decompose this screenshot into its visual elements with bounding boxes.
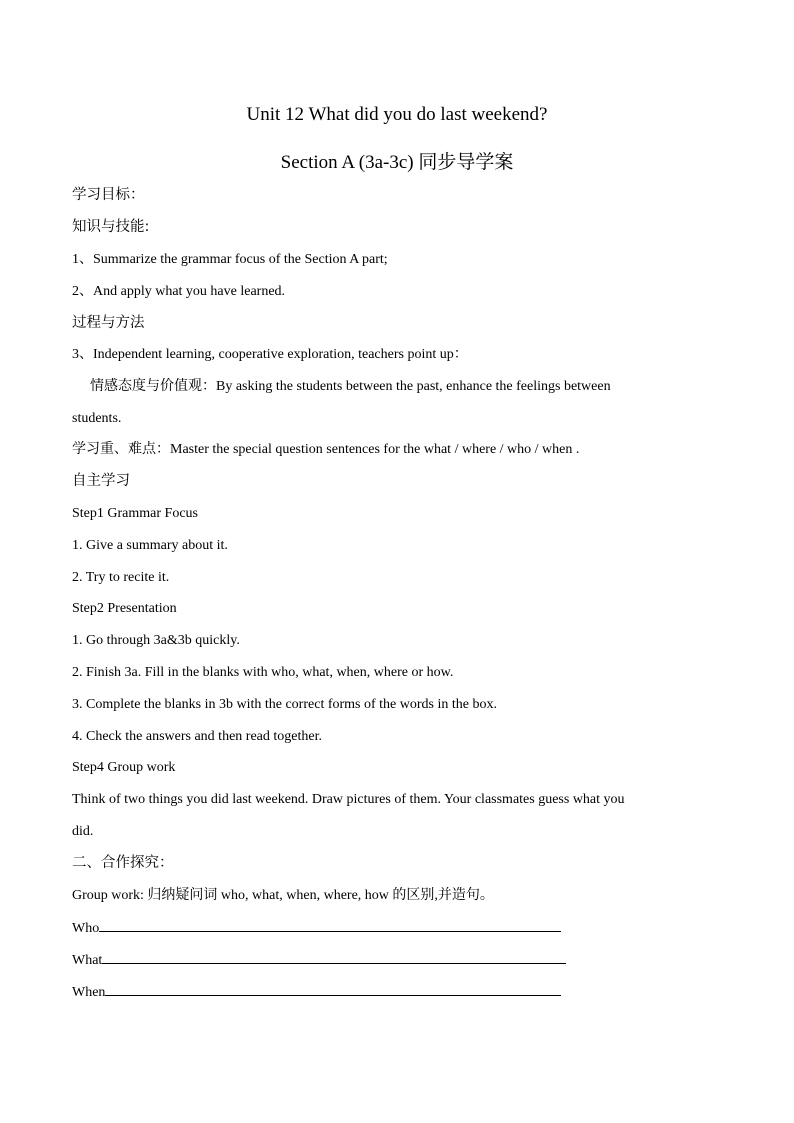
step2-heading: Step2 Presentation — [72, 601, 177, 616]
objectives-heading: 学习目标： — [72, 187, 145, 203]
key-points-line: 学习重、难点：Master the special question sentences for the what / where / who / when . — [72, 442, 580, 457]
objective-item-1: 1、Summarize the grammar focus of the Section A part; — [72, 252, 388, 267]
step4-instruction-continuation: did. — [72, 824, 94, 839]
step4-instruction: Think of two things you did last weekend. Draw pictures of them. Your classmates guess what you — [72, 792, 625, 807]
answer-blank[interactable] — [105, 982, 561, 996]
knowledge-skills-heading: 知识与技能: — [72, 219, 150, 235]
answer-blank[interactable] — [99, 918, 561, 932]
step2-item-4: 4. Check the answers and then read together. — [72, 729, 322, 744]
process-methods-heading: 过程与方法 — [72, 315, 145, 331]
answer-blank[interactable] — [102, 950, 566, 964]
attitude-values-continuation: students. — [72, 411, 122, 426]
step2-item-2: 2. Finish 3a. Fill in the blanks with who, what, when, where or how. — [72, 665, 454, 680]
step1-heading: Step1 Grammar Focus — [72, 506, 198, 521]
fill-in-when[interactable] — [72, 982, 561, 1002]
fill-in-who[interactable] — [72, 918, 561, 938]
step1-item-2: 2. Try to recite it. — [72, 570, 170, 585]
cooperation-heading: 二、合作探究： — [72, 855, 174, 871]
document-title: Unit 12 What did you do last weekend? — [246, 104, 548, 125]
step1-item-1: 1. Give a summary about it. — [72, 538, 228, 553]
fill-in-label: When — [72, 985, 106, 1000]
fill-in-label: What — [72, 953, 103, 968]
fill-in-label: Who — [72, 921, 100, 936]
step2-item-3: 3. Complete the blanks in 3b with the correct forms of the words in the box. — [72, 697, 497, 712]
group-work-line: Group work: 归纳疑问词 who, what, when, where, how 的区别,并造句。 — [72, 888, 494, 903]
step2-item-1: 1. Go through 3a&3b quickly. — [72, 633, 240, 648]
fill-in-what[interactable] — [72, 950, 566, 970]
self-study-heading: 自主学习 — [72, 473, 130, 489]
objective-item-2: 2、And apply what you have learned. — [72, 284, 286, 299]
document-subtitle: Section A (3a-3c) 同步导学案 — [280, 152, 514, 173]
step4-heading: Step4 Group work — [72, 760, 176, 775]
objective-item-3: 3、Independent learning, cooperative exploration, teachers point up： — [72, 347, 468, 362]
attitude-values-line: 情感态度与价值观：By asking the students between the past, enhance the feelings between — [90, 379, 611, 394]
